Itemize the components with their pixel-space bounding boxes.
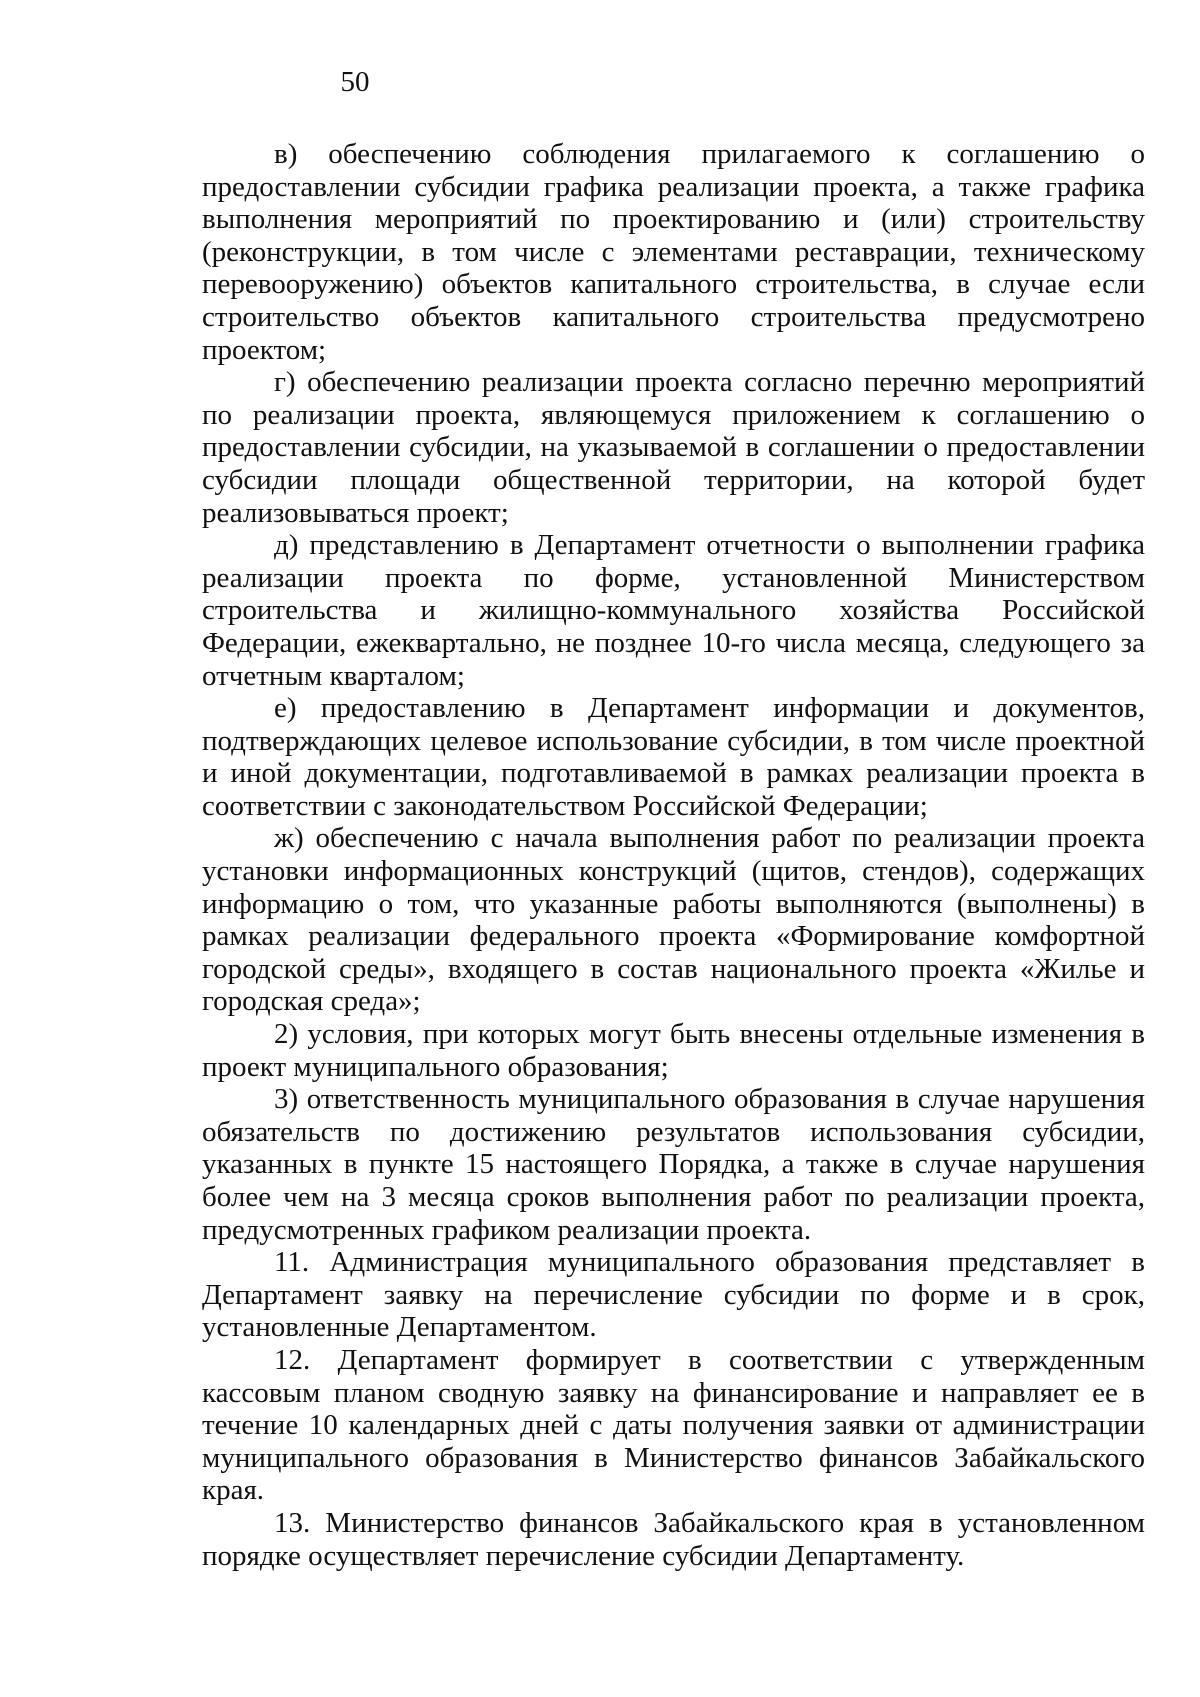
document-body bbox=[202, 138, 1145, 1572]
paragraph-item-3: 3) ответственность муниципального образования в случае нарушения обязательств по достижению результатов использования субсидии, указанных в пункте 15 настоящего Порядка, а также в случае нарушения более чем на 3 месяца сроков выполнения работ по реализации проекта, предусмотренных графиком реализации проекта. bbox=[202, 1083, 1145, 1246]
paragraph-v: в) обеспечению соблюдения прилагаемого к соглашению о предоставлении субсидии графика реализации проекта, а также графика выполнения мероприятий по проектированию и (или) строительству (реконструкции, в том числе с элементами реставрации, техническому перевооружению) объектов капитального строительства, в случае если строительство объектов капитального строительства предусмотрено проектом; bbox=[202, 138, 1145, 366]
paragraph-g: г) обеспечению реализации проекта согласно перечню мероприятий по реализации проекта, являющемуся приложением к соглашению о предоставлении субсидии, на указываемой в соглашении о предоставлении субсидии площади общественной территории, на которой будет реализовываться проект; bbox=[202, 366, 1145, 529]
paragraph-clause-11: 11. Администрация муниципального образования представляет в Департамент заявку на перечисление субсидии по форме и в срок, установленные Департаментом. bbox=[202, 1246, 1145, 1344]
paragraph-clause-13: 13. Министерство финансов Забайкальского края в установленном порядке осуществляет перечисление субсидии Департаменту. bbox=[202, 1506, 1145, 1572]
paragraph-clause-12: 12. Департамент формирует в соответствии с утвержденным кассовым планом сводную заявку на финансирование и направляет ее в течение 10 календарных дней с даты получения заявки от администрации муниципального образования в Министерство финансов Забайкальского края. bbox=[202, 1343, 1145, 1507]
paragraph-item-2: 2) условия, при которых могут быть внесены отдельные изменения в проект муниципального образования; bbox=[202, 1018, 1145, 1083]
paragraph-e: е) предоставлению в Департамент информации и документов, подтверждающих целевое использование субсидии, в том числе проектной и иной документации, подготавливаемой в рамках реализации проекта в соответствии с законодательством Российской Федерации; bbox=[202, 692, 1145, 822]
page-number: 50 bbox=[340, 66, 370, 98]
paragraph-d: д) представлению в Департамент отчетности о выполнении графика реализации проекта по форме, установленной Министерством строительства и жилищно-коммунального хозяйства Российской Федерации, ежеквартально, не позднее 10-го числа месяца, следующего за отчетным кварталом; bbox=[202, 529, 1145, 692]
paragraph-zh: ж) обеспечению с начала выполнения работ по реализации проекта установки информационных конструкций (щитов, стендов), содержащих информацию о том, что указанные работы выполняются (выполнены) в рамках реализации федерального проекта «Формирование комфортной городской среды», входящего в состав национального проекта «Жилье и городская среда»; bbox=[202, 822, 1145, 1018]
